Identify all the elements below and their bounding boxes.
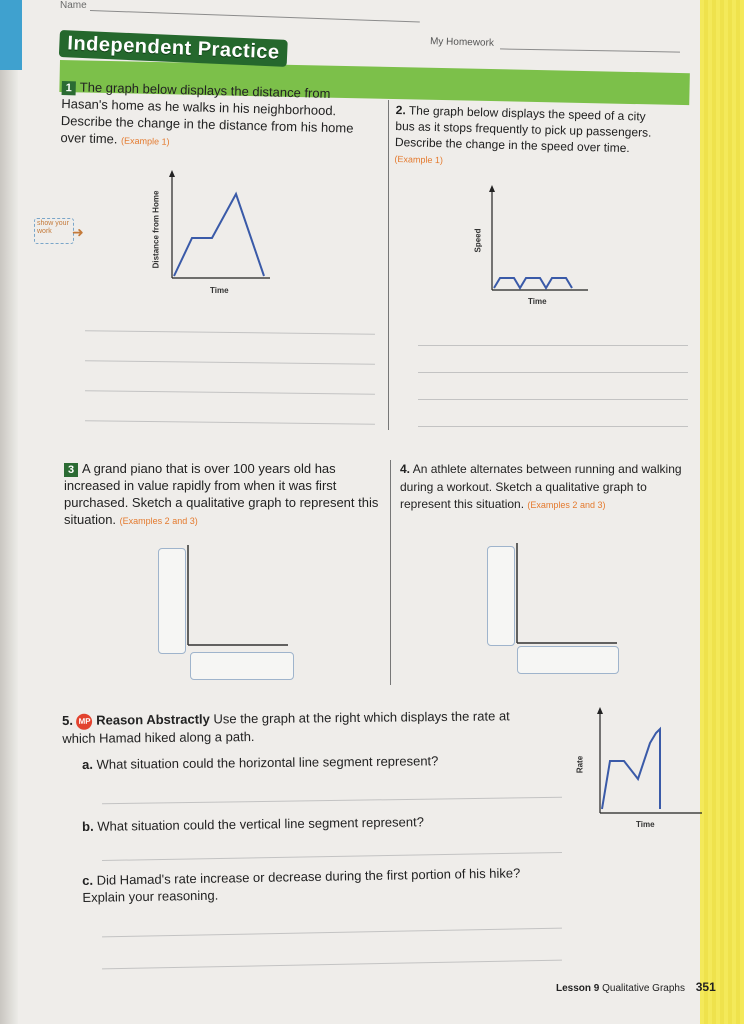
question-5c-label: c. xyxy=(82,872,94,888)
question-5b-text: What situation could the vertical line segment represent? xyxy=(97,814,425,834)
q5-ylabel: Rate xyxy=(575,755,585,774)
arrow-right-icon: ➜ xyxy=(72,224,84,240)
question-5c-text: Did Hamad's rate increase or decrease during the first portion of his hike? Explain your reasoning. xyxy=(82,865,521,905)
q2-speed-line xyxy=(494,278,572,288)
q1-y-arrow xyxy=(169,170,175,177)
footer-topic: Qualitative Graphs xyxy=(602,983,685,994)
q4-xlabel-box[interactable] xyxy=(517,646,619,674)
banner-title: Independent Practice xyxy=(59,30,288,67)
question-5-number: 5. xyxy=(62,712,74,728)
answer-line[interactable] xyxy=(85,360,375,365)
footer-lesson: Lesson 9 xyxy=(556,983,600,994)
answer-line[interactable] xyxy=(102,960,562,970)
q1-distance-line xyxy=(174,194,264,276)
question-3 xyxy=(64,460,379,530)
q2-graph xyxy=(480,180,590,295)
yellow-page-edge xyxy=(700,0,744,1024)
q5-xlabel: Time xyxy=(636,820,655,829)
q1-ylabel: Distance from Home xyxy=(151,190,161,269)
q4-axes xyxy=(509,543,619,653)
page-gutter-shadow xyxy=(0,0,18,1024)
answer-line[interactable] xyxy=(418,426,688,427)
name-label: Name xyxy=(60,0,87,11)
q3-axes xyxy=(180,545,290,655)
question-5a xyxy=(82,751,522,773)
question-1-number: 1 xyxy=(62,81,76,95)
show-your-work-badge xyxy=(34,218,74,244)
homework-label: My Homework xyxy=(429,36,495,49)
question-4-text: An athlete alternates between running and walking during a workout. Sketch a qualitative graph to represent this situation. xyxy=(400,462,682,511)
name-line xyxy=(90,10,420,23)
question-5 xyxy=(62,707,542,747)
question-5c xyxy=(82,864,563,906)
answer-line[interactable] xyxy=(85,330,375,335)
question-2-number: 2. xyxy=(395,102,406,118)
q1-xlabel: Time xyxy=(210,286,229,295)
question-1-example: (Example 1) xyxy=(120,135,170,147)
question-5b xyxy=(82,812,522,835)
answer-line[interactable] xyxy=(418,345,688,346)
answer-line[interactable] xyxy=(85,420,375,425)
page-number: 351 xyxy=(695,980,716,994)
column-divider xyxy=(390,460,391,685)
answer-line[interactable] xyxy=(418,399,688,400)
question-4-example: (Examples 2 and 3) xyxy=(527,500,606,510)
answer-line[interactable] xyxy=(102,852,562,861)
q5-rate-line xyxy=(602,729,660,809)
question-1-text: The graph below displays the distance from Hasan's home as he walks in his neighborhood. Describe the change in the distance from his home over time. xyxy=(60,79,354,147)
q2-y-arrow xyxy=(489,185,495,192)
answer-line[interactable] xyxy=(418,372,688,373)
question-4-number: 4. xyxy=(400,462,411,476)
answer-line[interactable] xyxy=(102,797,562,804)
homework-line xyxy=(500,48,680,52)
q2-xlabel: Time xyxy=(528,297,547,306)
q5-y-arrow xyxy=(597,707,603,714)
show-your-work-label: show your work xyxy=(37,220,69,235)
q5-graph xyxy=(590,705,705,820)
question-5-text: Use the graph at the right which displays the rate at which Hamad hiked along a path. xyxy=(62,708,510,746)
column-divider xyxy=(388,100,389,430)
question-2-text: The graph below displays the speed of a city bus as it stops frequently to pick up passengers. Describe the change in the speed over time. xyxy=(394,103,652,156)
question-5b-label: b. xyxy=(82,818,94,834)
page-footer xyxy=(556,980,716,994)
answer-line[interactable] xyxy=(102,928,562,938)
blue-tab-corner xyxy=(0,0,22,70)
answer-line[interactable] xyxy=(85,390,375,395)
question-3-number: 3 xyxy=(64,463,78,477)
question-5-title: Reason Abstractly xyxy=(96,711,210,728)
mp-badge: MP xyxy=(76,713,92,729)
question-2 xyxy=(394,102,656,174)
question-3-text: A grand piano that is over 100 years old has increased in value rapidly from when it was first purchased. Sketch a qualitative graph to represent this situation. xyxy=(64,461,379,527)
question-1 xyxy=(60,78,367,156)
question-4 xyxy=(400,461,690,515)
question-5a-label: a. xyxy=(82,756,94,772)
question-5a-text: What situation could the horizontal line segment represent? xyxy=(96,753,439,772)
q2-ylabel: Speed xyxy=(473,228,483,253)
q3-xlabel-box[interactable] xyxy=(190,652,294,680)
question-3-example: (Examples 2 and 3) xyxy=(119,516,198,526)
question-2-example: (Example 1) xyxy=(394,153,444,166)
